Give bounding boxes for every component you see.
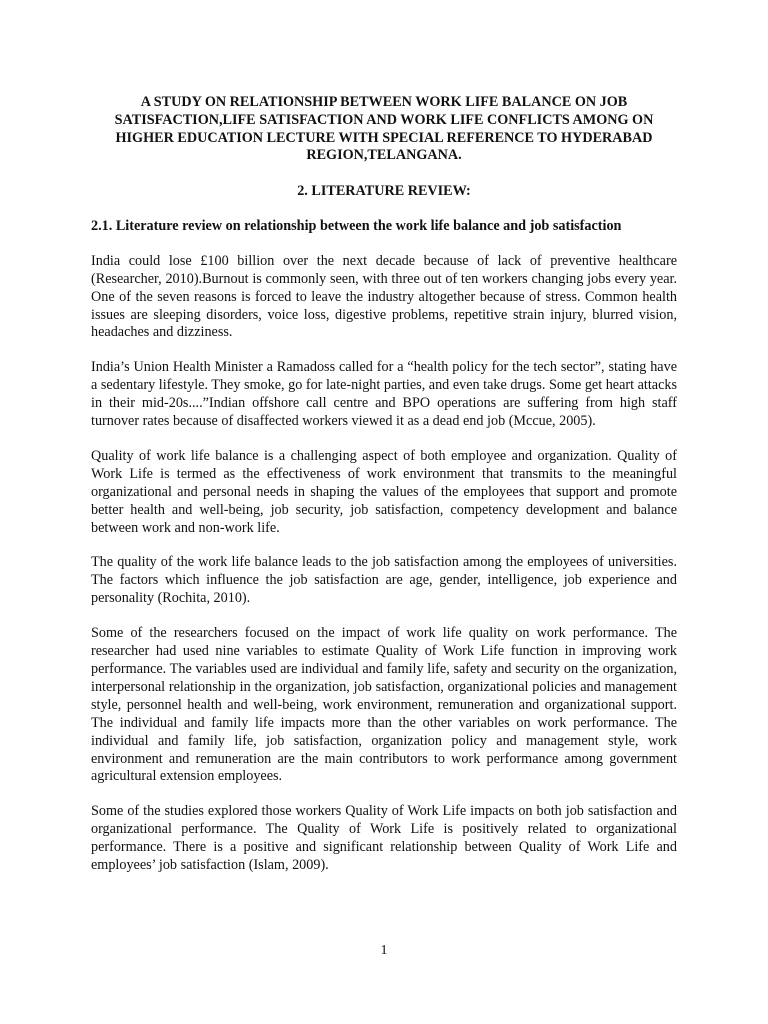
paragraph-job-satisfaction: The quality of the work life balance leads to the job satisfaction among the employees of universities. The factors which influence the job satisfaction are age, gender, intelligence, job experience and personality (Rochita, 2010). [91,554,677,607]
subsection-heading: 2.1. Literature review on relationship between the work life balance and job satisfaction [91,217,622,234]
document-title: A STUDY ON RELATIONSHIP BETWEEN WORK LIFE BALANCE ON JOB SATISFACTION,LIFE SATISFACTION AND WORK LIFE CONFLICTS AMONG ON HIGHER EDUCATION LECTURE WITH SPECIAL REFERENCE TO HYDERABAD REGION,TELANGANA. [114,94,654,164]
paragraph-health-minister: India’s Union Health Minister a Ramadoss called for a “health policy for the tech sector”, stating have a sedentary lifestyle. They smoke, go for late-night parties, and even take drugs. Some get heart attacks in their mid-20s....”Indian offshore call centre and BPO operations are suffering from high staff turnover rates because of disaffected workers viewed it as a dead end job (Mccue, 2005). [91,359,677,430]
paragraph-organizational-performance: Some of the studies explored those workers Quality of Work Life impacts on both job satisfaction and organizational performance. The Quality of Work Life is positively related to organizational performance. There is a positive and significant relationship between Quality of Work Life and employees’ job satisfaction (Islam, 2009). [91,803,677,874]
page-number: 1 [380,943,388,958]
paragraph-quality-of-work-life: Quality of work life balance is a challenging aspect of both employee and organization. Quality of Work Life is termed as the effectiveness of work environment that transmits to the meaningful organizational and personal needs in shaping the values of the employees that support and promote better health and well-being, job security, job satisfaction, competency development and balance between work and non-work life. [91,447,677,536]
section-heading: 2. LITERATURE REVIEW: [297,183,471,200]
page-content [91,94,677,875]
paragraph-healthcare: India could lose £100 billion over the next decade because of lack of preventive healthcare (Researcher, 2010).Burnout is commonly seen, with three out of ten workers changing jobs every year. One of the seven reasons is forced to leave the industry altogether because of stress. Common health issues are sleeping disorders, voice loss, digestive problems, repetitive strain injury, blurred vision, headaches and dizziness. [91,252,677,341]
paragraph-work-performance: Some of the researchers focused on the impact of work life quality on work performance. The researcher had used nine variables to estimate Quality of Work Life function in improving work performance. The variables used are individual and family life, safety and security on the organization, interpersonal relationship in the organization, job satisfaction, organizational policies and management style, personnel health and well-being, work environment, remuneration and organizational support. The individual and family life impacts more than the other variables on work performance. The individual and family life, job satisfaction, organization policy and management style, work environment and remuneration are the main contributors to work performance among government agricultural extension employees. [91,625,677,785]
